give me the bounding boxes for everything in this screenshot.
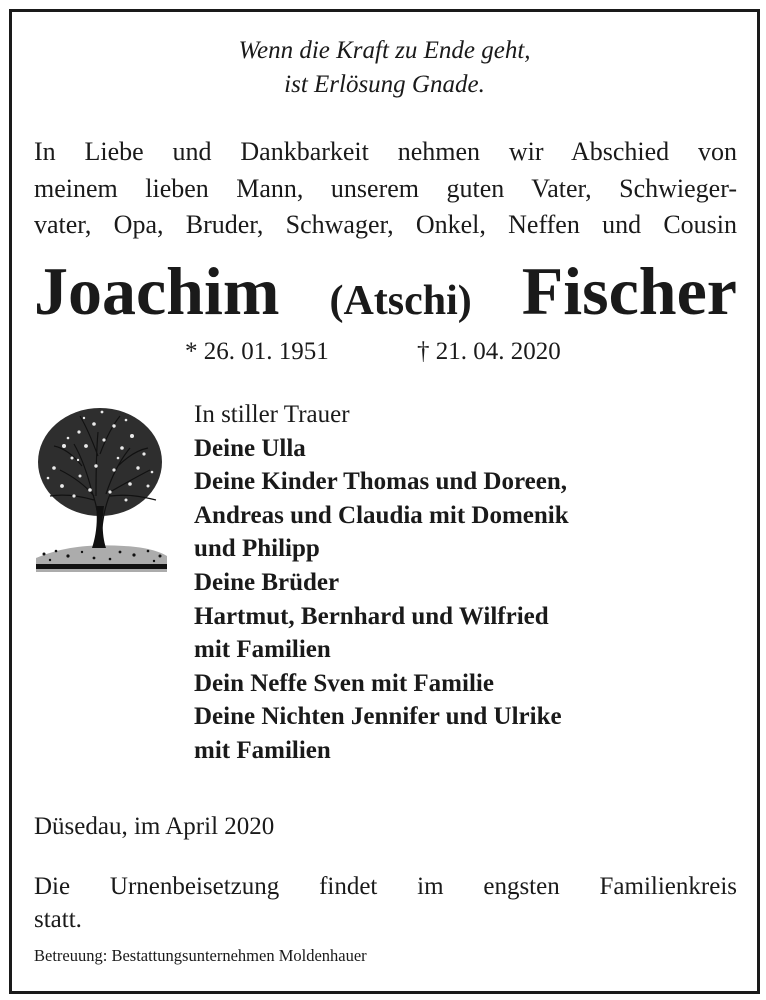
burial-note (34, 870, 737, 936)
place-date: Düsedau, im April 2020 (34, 813, 275, 840)
mourner-line: und Philipp (194, 535, 320, 563)
mourner-line: mit Familien (194, 736, 331, 764)
intro-line-3: vater, Opa, Bruder, Schwager, Onkel, Neffen und Cousin (34, 210, 737, 239)
mourner-line: Dein Neffe Sven mit Familie (194, 669, 494, 697)
mourner-line: Deine Ulla (194, 434, 306, 462)
verse-line-2: ist Erlösung Gnade. (284, 71, 485, 98)
verse-line-1: Wenn die Kraft zu Ende geht, (238, 37, 531, 64)
tree-icon (34, 396, 169, 581)
mourner-line: Deine Brüder (194, 568, 340, 596)
death-date: † 21. 04. 2020 (417, 338, 561, 365)
last-name: Fischer (521, 253, 737, 329)
intro-line-1: In Liebe und Dankbarkeit nehmen wir Abschied von (34, 137, 737, 166)
intro-line-2: meinem lieben Mann, unserem guten Vater, Schwieger- (34, 173, 737, 203)
funeral-home-credit: Betreuung: Bestattungsunternehmen Moldenhauer (34, 946, 367, 965)
mourner-line: Deine Kinder Thomas und Doreen, (194, 468, 567, 496)
nickname: (Atschi) (329, 278, 472, 324)
birth-date: * 26. 01. 1951 (185, 338, 329, 365)
deceased-name (34, 252, 737, 330)
burial-line-1: Die Urnenbeisetzung findet im engsten Familienkreis (34, 873, 737, 900)
mourners-list (194, 398, 569, 768)
intro-text (34, 134, 737, 244)
mourner-line: Hartmut, Bernhard und Wilfried (194, 602, 549, 630)
first-name: Joachim (34, 253, 280, 329)
mourner-line: mit Familien (194, 636, 331, 664)
obituary-notice (9, 9, 760, 994)
verse (12, 34, 757, 102)
mourners-lead: In stiller Trauer (194, 401, 350, 428)
mourner-line: Deine Nichten Jennifer und Ulrike (194, 703, 562, 731)
life-dates (12, 335, 757, 369)
mourner-line: Andreas und Claudia mit Domenik (194, 501, 569, 529)
burial-line-2: statt. (34, 906, 82, 933)
